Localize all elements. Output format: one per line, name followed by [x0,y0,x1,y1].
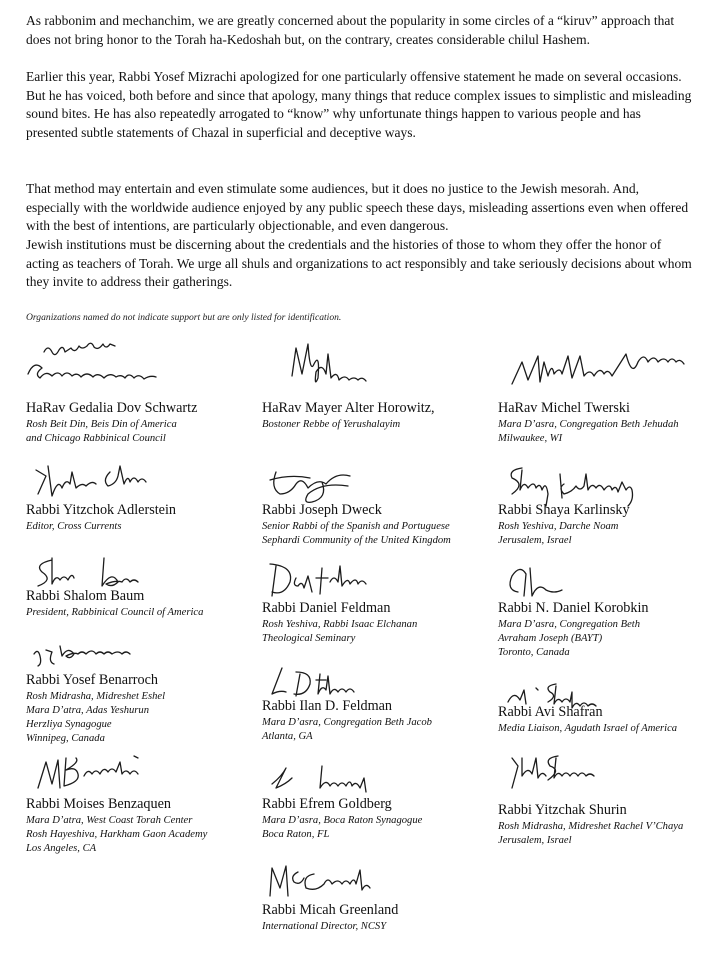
signatory-role: Sephardi Community of the United Kingdom [262,535,451,546]
signatory-role: Mara D’asra, Congregation Beth [498,619,641,630]
letter-paragraph-3: That method may entertain and even stimulate some audiences, but it does no justice to the Jewish mesorah. And, especially with the worldwide audience enjoyed by any public speech these days, misleading assertions even when offered with the best of intentions, are particularly objectionable, and even dangerous. [26,181,689,233]
signatory-role: Theological Seminary [262,633,356,644]
handwritten-signature [266,560,386,604]
signatory-name: Rabbi Daniel Feldman [262,600,391,616]
signatory-name: Rabbi Moises Benzaquen [26,796,171,812]
signatory-name: Rabbi Joseph Dweck [262,502,382,518]
signatory-name: Rabbi Yosef Benarroch [26,672,159,688]
signatory-name: Rabbi Ilan D. Feldman [262,698,393,714]
signatory-role: Jerusalem, Israel [498,535,572,546]
signatory-name: Rabbi Avi Shafran [498,704,603,720]
signatory-role: Avraham Joseph (BAYT) [498,633,603,644]
handwritten-signature [508,344,698,394]
signatory-name: HaRav Mayer Alter Horowitz, [262,400,435,416]
signatory-role: Mara D’asra, Congregation Beth Jehudah [498,419,679,430]
signatory-role: Media Liaison, Agudath Israel of America [498,723,678,734]
signatory-name: Rabbi N. Daniel Korobkin [498,600,649,616]
signatory-name: Rabbi Micah Greenland [262,902,399,918]
signatory-role: Rosh Yeshiva, Rabbi Isaac Elchanan [262,619,418,630]
signatory-role: Herzliya Synagogue [26,719,112,730]
signatory-role: Senior Rabbi of the Spanish and Portuguese [262,521,450,532]
handwritten-signature [266,760,386,794]
signatory-name: Rabbi Yitzchok Adlerstein [26,502,176,518]
handwritten-signature [264,862,394,902]
signatory-role: President, Rabbinical Council of America [26,607,204,618]
signatory-role: Milwaukee, WI [498,433,563,444]
signatory-role: Mara D’asra, Boca Raton Synagogue [262,815,423,826]
handwritten-signature [502,560,572,604]
signatory-role: Winnipeg, Canada [26,733,105,744]
signatory-role: Toronto, Canada [498,647,570,658]
letter-paragraph-1: As rabbonim and mechanchim, we are greatly concerned about the popularity in some circles of a “kiruv” approach that does not bring honor to the Torah ha-Kedoshah but, on the contrary, creates considerable chilul Hashem. [26,13,675,47]
handwritten-signature [266,460,376,504]
signatory-role: Rosh Beit Din, Beis Din of America [26,419,177,430]
signatory-name: Rabbi Shaya Karlinsky [498,502,630,518]
signatory-role: Bostoner Rebbe of Yerushalayim [262,419,401,430]
signatory-name: HaRav Michel Twerski [498,400,630,416]
signatory-role: Rosh Midrasha, Midreshet Rachel V’Chaya [498,821,684,832]
handwritten-signature [34,754,164,794]
signatory-role: Rosh Hayeshiva, Harkham Gaon Academy [26,829,208,840]
signatory-name: HaRav Gedalia Dov Schwartz [26,400,198,416]
letter-paragraph-2: Earlier this year, Rabbi Yosef Mizrachi apologized for one particularly offensive statement he made on several occasions. But he has voiced, both before and since that apology, many things that reduce complex issues to simplistic and misleading sound bites. He has also repeatedly arrogated to “know” why unfortunate things happen to various people and has presented subtle statements of Chazal in superficial and deceptive ways. [26,69,692,140]
signatory-role: Mara D’atra, Adas Yeshurun [26,705,150,716]
signatory-role: International Director, NCSY [262,921,387,932]
signatory-role: Boca Raton, FL [262,829,330,840]
signatory-role: Rosh Yeshiva, Darche Noam [498,521,619,532]
signatory-role: Jerusalem, Israel [498,835,572,846]
handwritten-signature [30,460,170,504]
signatory-role: Mara D’asra, Congregation Beth Jacob [262,717,432,728]
disclaimer-note: Organizations named do not indicate support but are only listed for identification. [26,312,342,323]
letter-paragraph-4: Jewish institutions must be discerning about the credentials and the histories of those to whom they offer the honor of acting as teachers of Torah. We urge all shuls and organizations to act responsibly and take seriously decisions about whom they invite to address their gatherings. [26,237,692,289]
signatory-role: Mara D’atra, West Coast Torah Center [26,815,193,826]
signatory-role: Editor, Cross Currents [26,521,122,532]
signatory-role: Atlanta, GA [262,731,313,742]
handwritten-signature [282,338,392,392]
signatory-role: Los Angeles, CA [26,843,97,854]
signatory-name: Rabbi Yitzchak Shurin [498,802,627,818]
handwritten-signature [30,638,160,674]
handwritten-signature [502,752,642,792]
signatory-name: Rabbi Efrem Goldberg [262,796,392,812]
signatory-role: Rosh Midrasha, Midreshet Eshel [26,691,166,702]
handwritten-signature [266,664,386,700]
signatory-name: Rabbi Shalom Baum [26,588,145,604]
handwritten-signature [502,460,672,504]
handwritten-signature [26,342,196,394]
signatory-role: and Chicago Rabbinical Council [26,433,166,444]
